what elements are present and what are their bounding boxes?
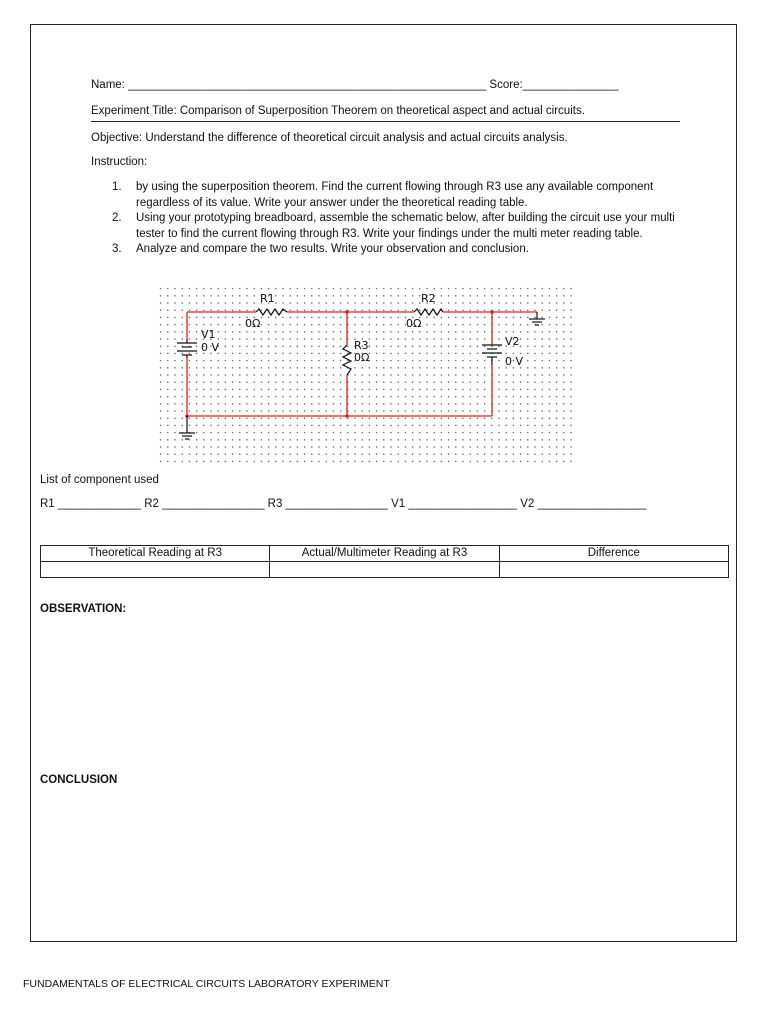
v2-value: 0 V (505, 355, 524, 368)
instruction-label: Instruction: (91, 156, 148, 168)
r1-value: 0Ω (245, 317, 261, 330)
component-list-heading: List of component used (40, 474, 159, 486)
experiment-title: Experiment Title: Comparison of Superposition Theorem on theoretical aspect and actual circuits. (91, 105, 585, 117)
r3-value: 0Ω (354, 351, 370, 364)
table-header-difference: Difference (499, 546, 728, 562)
reading-table (40, 545, 729, 578)
title-divider (91, 121, 680, 122)
circuit-schematic (157, 285, 575, 465)
r2-label: R2 (421, 292, 436, 305)
instruction-text: Using your prototyping breadboard, assemble the schematic below, after building the circuit use your multi tester to find the current flowing through R3. Write your findings under the multi meter reading table. (136, 212, 675, 240)
r3-label: R3 (354, 339, 369, 352)
r2-value: 0Ω (406, 317, 422, 330)
instruction-item (112, 211, 687, 242)
table-header-theoretical: Theoretical Reading at R3 (41, 546, 270, 562)
instruction-item (112, 242, 687, 258)
observation-label: OBSERVATION: (40, 603, 127, 615)
v2-label: V2 (505, 335, 520, 348)
table-header-actual: Actual/Multimeter Reading at R3 (270, 546, 499, 562)
instruction-number: 2. (112, 212, 122, 224)
table-cell-theoretical[interactable] (41, 562, 270, 578)
instruction-text: Analyze and compare the two results. Write your observation and conclusion. (136, 243, 529, 255)
instruction-number: 3. (112, 243, 122, 255)
component-list-line: R1 _____________ R2 ________________ R3 ________________ V1 _________________ V2 _________________ (40, 498, 647, 510)
v1-value: 0 V (201, 341, 220, 354)
instruction-number: 1. (112, 181, 122, 193)
page-footer: FUNDAMENTALS OF ELECTRICAL CIRCUITS LABORATORY EXPERIMENT (23, 978, 390, 990)
table-cell-actual[interactable] (270, 562, 499, 578)
table-cell-difference[interactable] (499, 562, 728, 578)
r1-label: R1 (260, 292, 275, 305)
instruction-item (112, 180, 687, 211)
v1-label: V1 (201, 328, 216, 341)
conclusion-label: CONCLUSION (40, 774, 118, 786)
table-row (41, 562, 729, 578)
name-score-line: Name: ________________________________________________________ Score:_______________ (91, 79, 619, 91)
objective: Objective: Understand the difference of theoretical circuit analysis and actual circuits analysis. (91, 132, 568, 144)
table-header-row (41, 546, 729, 562)
instruction-list (112, 180, 687, 258)
instruction-text: by using the superposition theorem. Find the current flowing through R3 use any available component regardless of its value. Write your answer under the theoretical reading table. (136, 181, 654, 209)
